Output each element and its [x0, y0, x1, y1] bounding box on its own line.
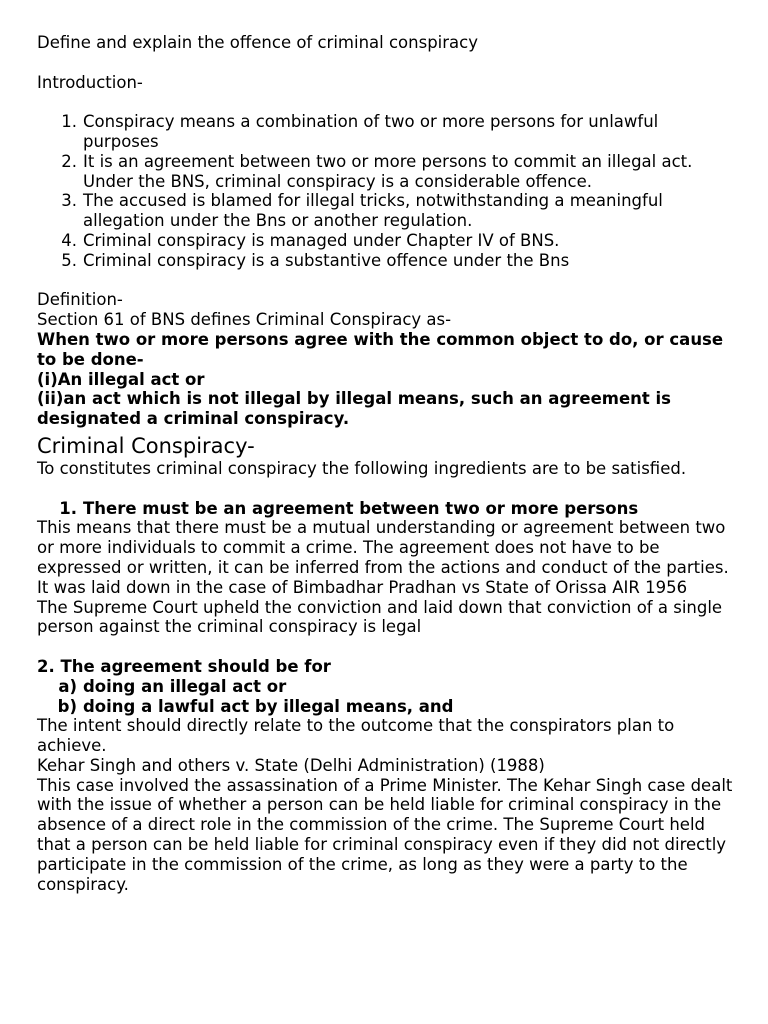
list-number: 1. [61, 112, 77, 132]
intro-list-item [37, 152, 737, 192]
list-text: Criminal conspiracy is a substantive offence under the Bns [83, 250, 570, 270]
document-title: Define and explain the offence of criminal conspiracy [37, 33, 478, 52]
case-citation: It was laid down in the case of Bimbadhar Pradhan vs State of Orissa AIR 1956 [37, 577, 688, 597]
sublist-letter: a) [58, 676, 77, 696]
definition-bold-text: When two or more persons agree with the common object to do, or cause to be done- [37, 329, 724, 369]
point-title: There must be an agreement between two or more persons [83, 498, 639, 518]
list-number: 2. [61, 151, 77, 171]
case-citation: Kehar Singh and others v. State (Delhi Administration) (1988) [37, 755, 545, 775]
point-1-heading [37, 499, 737, 519]
sublist-text: doing a lawful act by illegal means, and [83, 696, 454, 716]
definition-clause-i: (i)An illegal act or [37, 369, 205, 389]
list-text: The accused is blamed for illegal tricks, notwithstanding a meaningful allegation under the Bns or another regulation. [83, 191, 663, 231]
section-heading: Criminal Conspiracy- [37, 433, 255, 458]
ingredients-intro: To constitutes criminal conspiracy the following ingredients are to be satisfied. [37, 458, 687, 478]
list-number: 5. [61, 250, 77, 270]
list-number: 3. [61, 191, 77, 211]
intro-list-item [37, 112, 737, 152]
point-2-holding: This case involved the assassination of a Prime Minister. The Kehar Singh case dealt with the issue of whether a person can be held liable for criminal conspiracy in the absence of a direct role in the commission of the crime. The Supreme Court held that a person can be held liable for criminal conspiracy even if they did not directly participate in the commission of the crime, as long as they were a party to the conspiracy. [37, 775, 733, 894]
list-text: Criminal conspiracy is managed under Chapter IV of BNS. [83, 230, 560, 250]
list-text: It is an agreement between two or more persons to commit an illegal act. Under the BNS, criminal conspiracy is a considerable offence. [83, 151, 693, 191]
point-2-sublist [37, 677, 737, 717]
point-1-holding: The Supreme Court upheld the conviction and laid down that conviction of a single person against the criminal conspiracy is legal [37, 597, 723, 637]
definition-line: Section 61 of BNS defines Criminal Conspiracy as- [37, 310, 452, 330]
point-2-heading: 2. The agreement should be for [37, 656, 331, 676]
intro-list-item [37, 251, 737, 271]
point-number: 1. [59, 498, 77, 518]
intro-list [37, 112, 737, 270]
document-page [37, 33, 737, 894]
intro-heading: Introduction- [37, 72, 143, 92]
definition-clause-ii: (ii)an act which is not illegal by illegal means, such an agreement is designated a criminal conspiracy. [37, 389, 672, 429]
list-text: Conspiracy means a combination of two or more persons for unlawful purposes [83, 112, 659, 151]
intro-list-item [37, 231, 737, 251]
sublist-item [37, 677, 737, 697]
sublist-text: doing an illegal act or [83, 676, 287, 696]
intro-list-item [37, 191, 737, 231]
sublist-item [37, 697, 737, 717]
point-1-paragraph: This means that there must be a mutual understanding or agreement between two or more individuals to commit a crime. The agreement does not have to be expressed or written, it can be inferred from the actions and conduct of the parties. [37, 518, 729, 577]
definition-heading: Definition- [37, 290, 123, 310]
point-2-paragraph: The intent should directly relate to the outcome that the conspirators plan to achieve. [37, 716, 675, 756]
sublist-letter: b) [57, 696, 77, 716]
list-number: 4. [61, 230, 77, 250]
